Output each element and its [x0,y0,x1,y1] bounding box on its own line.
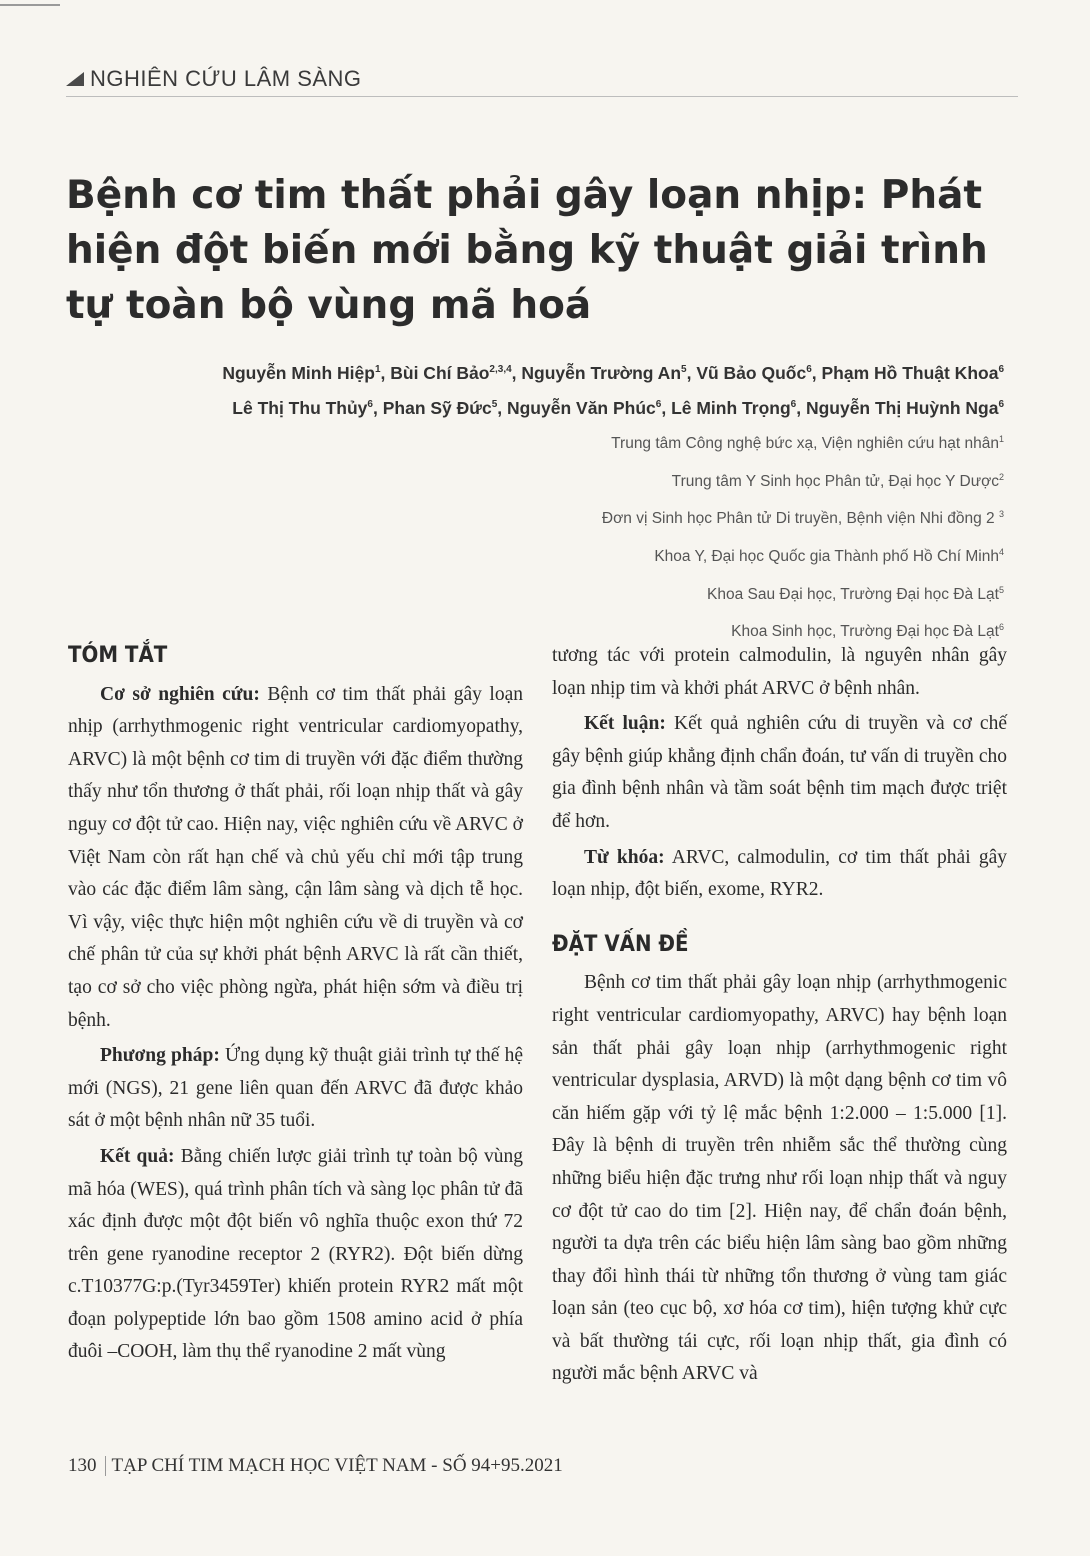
background-label: Cơ sở nghiên cứu: [100,683,260,705]
affiliation-text: Đơn vị Sinh học Phân tử Di truyền, Bệnh viện Nhi đồng 2 [601,510,995,528]
abstract-heading: TÓM TẮT [68,643,168,668]
author: Nguyễn Trường An [521,362,682,383]
results-continued: tương tác với protein calmodulin, là nguyên nhân gây loạn nhịp tim và khởi phát ARVC ở bệnh nhân. [552,645,1007,699]
page-number: 130 [68,1455,97,1476]
background-text: Bệnh cơ tim thất phải gây loạn nhịp (arrhythmogenic right ventricular cardiomyopathy, ARVC) là một bệnh cơ tim di truyền với đặc điểm thường thấy như tổn thương ở thất phải, rối loạn nhịp thất và gây nguy cơ đột tử cao. Hiện nay, việc nghiên cứu về ARVC ở Việt Nam còn rất hạn chế và chủ yếu chỉ mới tập trung vào các đặc điểm lâm sàng, cận lâm sàng và dịch tễ học. Vì vậy, việc thực hiện một nghiên cứu về di truyền và cơ chế phân tử của sự khởi phát bệnh ARVC là rất cần thiết, tạo cơ sở cho việc phòng ngừa, phát hiện sớm và điều trị bệnh. [68,683,523,1031]
author: Phan Sỹ Đức [382,397,492,418]
author: Bùi Chí Bảo [390,362,490,383]
affiliation-sup: 3 [998,509,1004,520]
affiliation [304,574,1004,612]
corner-rule [0,4,60,6]
affiliation-sup: 2 [998,471,1004,482]
conclusion-label: Kết luận: [584,713,666,735]
conclusion-text: Kết quả nghiên cứu di truyền và cơ chế gây bệnh giúp khẳng định chẩn đoán, tư vấn di truyền cho gia đình bệnh nhân và tầm soát bệnh tim mạch được triệt để hơn. [552,713,1007,832]
author-sup: 6 [806,364,812,375]
abstract-results [68,1141,523,1369]
abstract-conclusion [552,708,1007,838]
right-column [552,640,1007,1391]
author-sup: 6 [367,398,373,410]
author-list [44,354,1004,424]
author-sup: 5 [681,364,687,375]
affiliation-text: Khoa Sau Đại học, Trường Đại học Đà Lạt [707,585,999,603]
article-title: Bệnh cơ tim thất phải gây loạn nhịp: Phát hiện đột biến mới bằng kỹ thuật giải trình tự toàn bộ vùng mã hoá [66,173,988,328]
author-sup: 1 [374,364,381,375]
author: Vũ Bảo Quốc [696,362,807,383]
header-divider [66,96,1018,97]
section-label: NGHIÊN CỨU LÂM SÀNG [90,66,362,91]
abstract-methods [68,1040,523,1138]
author: Nguyễn Văn Phúc [506,397,656,418]
section-header [66,66,362,92]
triangle-icon [66,72,84,86]
affiliation [304,536,1004,574]
author: Lê Minh Trọng [671,397,791,418]
methods-text: Ứng dụng kỹ thuật giải trình tự thế hệ mới (NGS), 21 gene liên quan đến ARVC đã được khảo sát ở một bệnh nhân nữ 35 tuổi. [68,1045,523,1132]
author: Nguyễn Minh Hiệp [222,362,375,383]
affiliation [304,498,1004,536]
intro-heading: ĐẶT VẤN ĐỀ [552,931,689,957]
page-footer [68,1455,563,1477]
affiliation-sup: 4 [998,546,1004,557]
author: Nguyễn Thị Huỳnh Nga [805,397,999,418]
abstract-background [68,679,523,1038]
affiliation-text: Khoa Y, Đại học Quốc gia Thành phố Hồ Chí Minh [654,548,999,566]
footer-divider [105,1456,106,1476]
results-text: Bằng chiến lược giải trình tự toàn bộ vùng mã hóa (WES), quá trình phân tích và sàng lọc phân tử đã xác định được một đột biến vô nghĩa thuộc exon thứ 72 trên gene ryanodine receptor 2 (RYR2). Đột biến dừng c.T10377G:p.(Tyr3459Ter) khiến protein RYR2 mất một đoạn polypeptide lớn bao gồm 1508 amino acid ở phía đuôi –COOH, làm thụ thể ryanodine 2 mất vùng [68,1145,523,1363]
affiliation-sup: 1 [998,434,1004,444]
author-sup: 5 [491,398,498,410]
keywords-label: Từ khóa: [584,846,665,868]
journal-name: TẠP CHÍ TIM MẠCH HỌC VIỆT NAM - SỐ 94+95.2021 [111,1455,563,1476]
affiliation [304,423,1004,461]
author-sup: 6 [998,398,1004,410]
results-label: Kết quả: [100,1145,175,1167]
left-column [68,640,523,1369]
author-line-2: Lê Thị Thu Thủy$^6$, Phan Sỹ Đức$^5$, Nguyễn Văn Phúc$^6$, Lê Minh Trọng$^6$, Nguyễn Thị Huỳnh Nga$^6$ [232,397,1004,418]
methods-label: Phương pháp: [100,1045,220,1067]
affiliation-text: Trung tâm Y Sinh học Phân tử, Đại học Y Dược [671,472,999,490]
author: Lê Thị Thu Thủy [232,397,368,418]
author-sup: 6 [655,398,662,410]
affiliation-text: Trung tâm Công nghệ bức xạ, Viện nghiên cứu hạt nhân [611,435,999,453]
affiliation-list [304,423,1004,649]
keywords-text: ARVC, calmodulin, cơ tim thất phải gây loạn nhịp, đột biến, exome, RYR2. [552,846,1007,901]
affiliation-sup: 6 [998,622,1004,633]
author-line-1: Nguyễn Minh Hiệp$^1$, Bùi Chí Bảo$^{2,3,4}$, Nguyễn Trường An$^5$, Vũ Bảo Quốc$^6$, Phạm Hồ Thuật Khoa$^6$ [222,362,1004,383]
affiliation [304,461,1004,499]
intro-text: Bệnh cơ tim thất phải gây loạn nhịp (arrhythmogenic right ventricular cardiomyopathy, ARVC) hay bệnh loạn sản thất phải gây loạn nhịp (arrhythmogenic right ventricular dysplasia, ARVD) là một dạng bệnh cơ tim vô căn hiếm gặp với tỷ lệ mắc bệnh 1:2.000 – 1:5.000 [1]. Đây là bệnh di truyền trên nhiễm sắc thể thường cùng những biểu hiện đặc trưng như rối loạn nhịp thất và nguy cơ đột tử cao do tim [2]. Hiện nay, để chẩn đoán bệnh, người ta dựa trên các biểu hiện lâm sàng bao gồm những thay đổi hình thái từ những tổn thương ở vùng tam giác loạn sản (teo cục bộ, xơ hóa cơ tim), hiện tượng khử cực và bất thường tái cực, rối loạn nhịp thất, gia đình có người mắc bệnh ARVC và [552,972,1007,1385]
affiliation-sup: 5 [998,584,1004,595]
abstract-keywords [552,842,1007,907]
affiliation-text: Khoa Sinh học, Trường Đại học Đà Lạt [731,623,999,641]
author-sup: 6 [998,364,1004,375]
author: Phạm Hồ Thuật Khoa [821,362,999,383]
author-sup: 6 [790,398,797,410]
author-sup: 2,3,4 [489,364,512,375]
